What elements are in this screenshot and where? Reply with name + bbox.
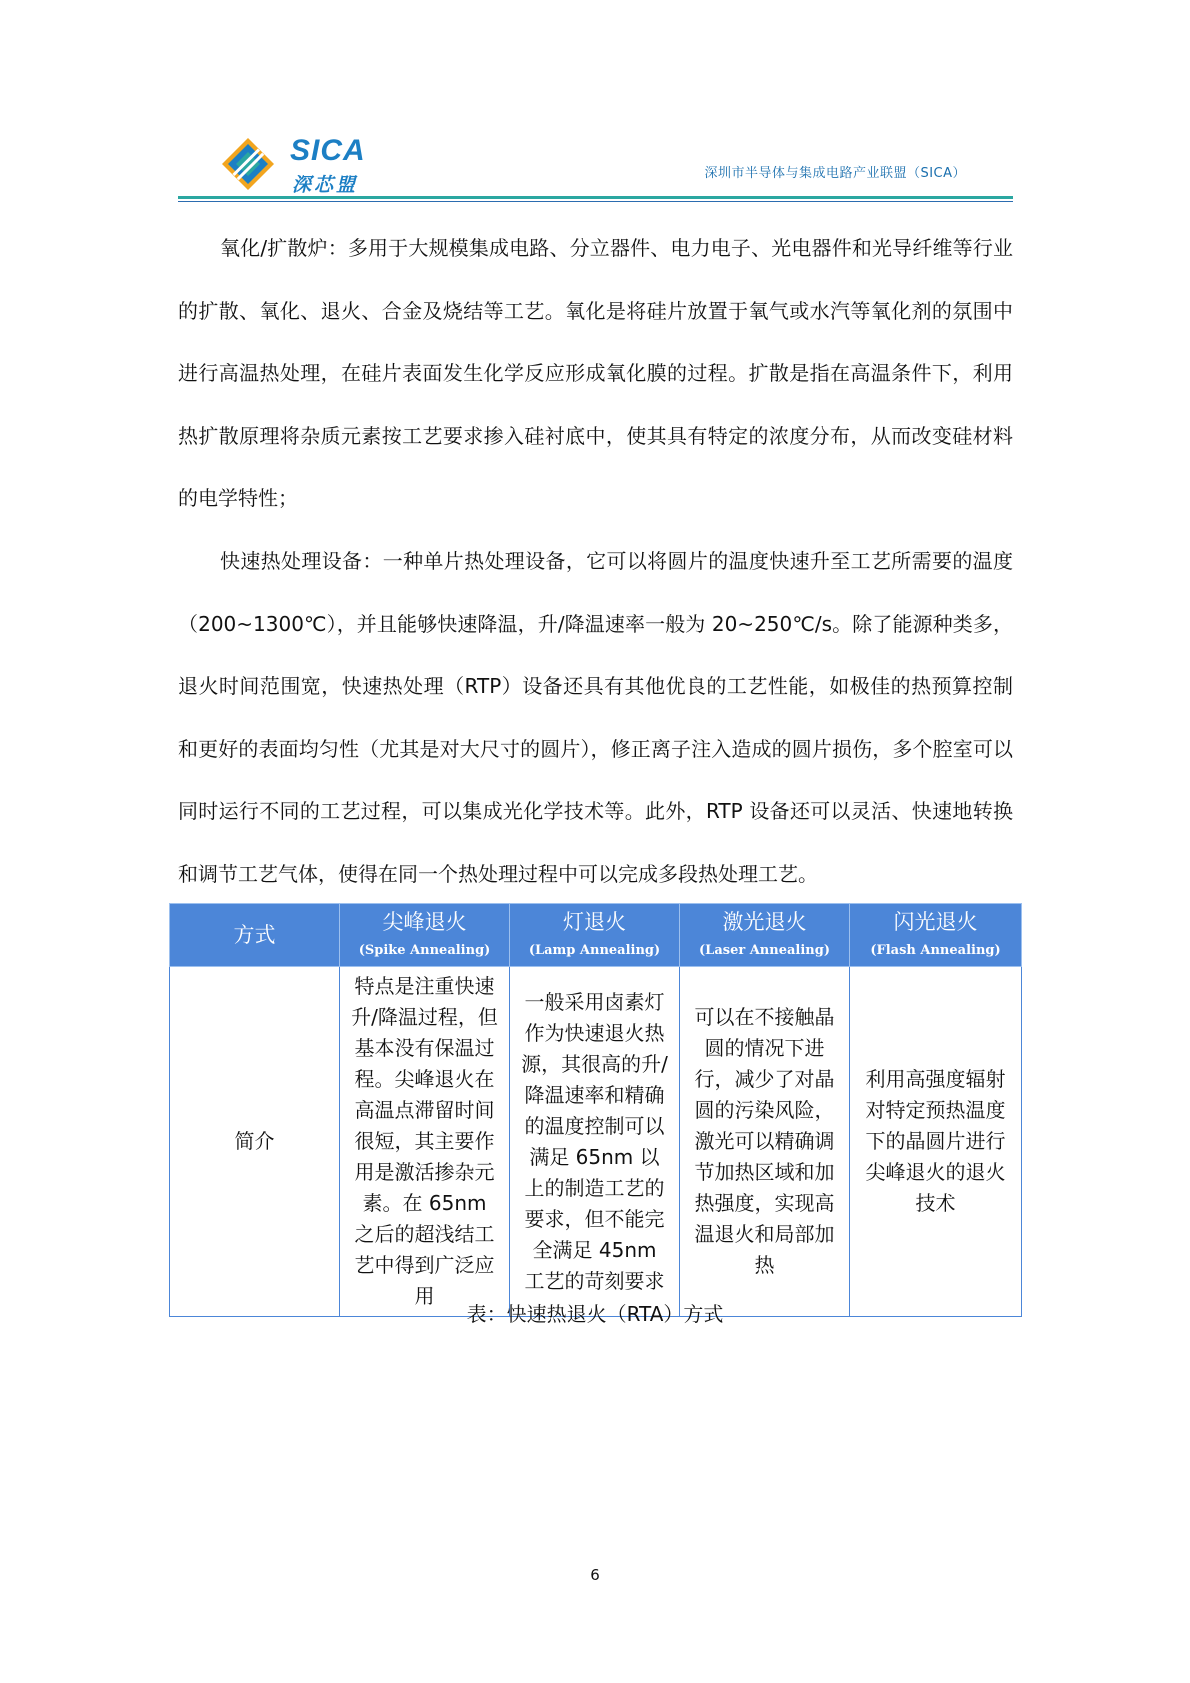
- organization-name: 深圳市半导体与集成电路产业联盟（SICA）: [704, 166, 966, 181]
- header-divider-thin: [178, 201, 1013, 202]
- rta-methods-table: [169, 903, 1022, 1317]
- page-header: [178, 128, 1018, 204]
- header-flash-annealing: 闪光退火 (Flash Annealing): [850, 904, 1022, 967]
- paragraph-oxidation-diffusion: 氧化/扩散炉：多用于大规模集成电路、分立器件、电力电子、光电器件和光导纤维等行业的扩散、氧化、退火、合金及烧结等工艺。氧化是将硅片放置于氧气或水汽等氧化剂的氛围中进行高温热处理，在硅片表面发生化学反应形成氧化膜的过程。扩散是指在高温条件下，利用热扩散原理将杂质元素按工艺要求掺入硅衬底中，使其具有特定的浓度分布，从而改变硅材料的电学特性；: [178, 236, 1013, 510]
- header-method: 方式: [170, 904, 340, 967]
- table-header-row: [170, 904, 1022, 967]
- header-divider: [178, 196, 1013, 199]
- cell-flash-annealing: 利用高强度辐射对特定预热温度下的晶圆片进行尖峰退火的退火技术: [850, 967, 1022, 1317]
- logo-wordmark: SICA: [290, 134, 366, 167]
- header-lamp-annealing: 灯退火 (Lamp Annealing): [510, 904, 680, 967]
- header-spike-annealing: 尖峰退火 (Spike Annealing): [340, 904, 510, 967]
- logo-subtitle: 深芯盟: [292, 174, 359, 196]
- table-row: [170, 967, 1022, 1317]
- row-label-intro: 简介: [170, 967, 340, 1317]
- cell-laser-annealing: 可以在不接触晶圆的情况下进行，减少了对晶圆的污染风险，激光可以精确调节加热区域和加热强度，实现高温退火和局部加热: [680, 967, 850, 1317]
- cell-lamp-annealing: 一般采用卤素灯作为快速退火热源，其很高的升/降温速率和精确的温度控制可以满足 65nm 以上的制造工艺的要求，但不能完全满足 45nm 工艺的苛刻要求: [510, 967, 680, 1317]
- sica-logo-icon: [220, 136, 276, 192]
- header-laser-annealing: 激光退火 (Laser Annealing): [680, 904, 850, 967]
- cell-spike-annealing: 特点是注重快速升/降温过程，但基本没有保温过程。尖峰退火在高温点滞留时间很短，其主要作用是激活掺杂元素。在 65nm 之后的超浅结工艺中得到广泛应用: [340, 967, 510, 1317]
- paragraph-rapid-thermal: 快速热处理设备：一种单片热处理设备，它可以将圆片的温度快速升至工艺所需要的温度（200~1300℃），并且能够快速降温，升/降温速率一般为 20~250℃/s。除了能源种类多，退火时间范围宽，快速热处理（RTP）设备还具有其他优良的工艺性能，如极佳的热预算控制和更好的表面均匀性（尤其是对大尺寸的圆片），修正离子注入造成的圆片损伤，多个腔室可以同时运行不同的工艺过程，可以集成光化学技术等。此外，RTP 设备还可以灵活、快速地转换和调节工艺气体，使得在同一个热处理过程中可以完成多段热处理工艺。: [178, 549, 1013, 886]
- page-number: 6: [590, 1566, 600, 1584]
- table-caption: 表：快速热退火（RTA）方式: [466, 1302, 724, 1326]
